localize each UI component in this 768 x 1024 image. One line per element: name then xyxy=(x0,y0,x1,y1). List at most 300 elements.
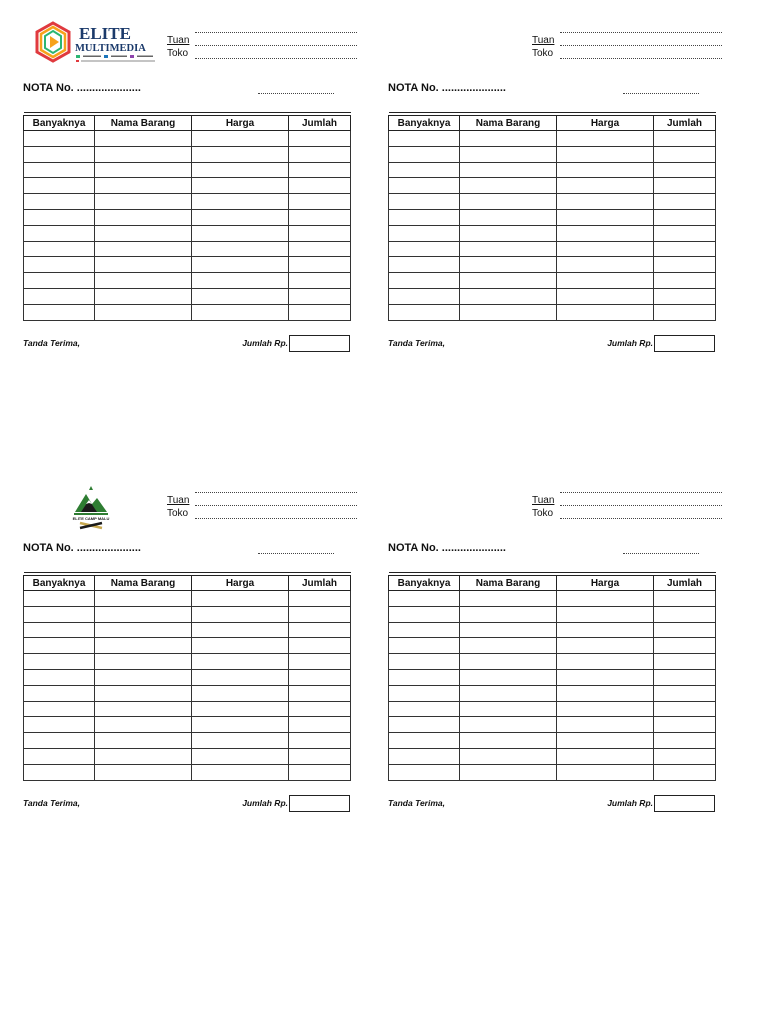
table-row xyxy=(389,304,716,320)
nota-footer xyxy=(388,335,715,351)
nota-form-3 xyxy=(21,480,351,808)
cell-banyaknya[interactable] xyxy=(389,701,460,717)
cell-jumlah[interactable] xyxy=(289,701,351,717)
nota-date-field[interactable] xyxy=(258,93,334,94)
cell-harga[interactable] xyxy=(557,748,654,764)
cell-nama-barang[interactable] xyxy=(95,685,192,701)
cell-harga[interactable] xyxy=(557,194,654,210)
table-row xyxy=(24,591,351,607)
cell-jumlah[interactable] xyxy=(289,225,351,241)
cell-jumlah[interactable] xyxy=(289,591,351,607)
cell-nama-barang[interactable] xyxy=(95,131,192,147)
table-row xyxy=(24,764,351,780)
cell-harga[interactable] xyxy=(192,748,289,764)
cell-jumlah[interactable] xyxy=(654,162,716,178)
cell-nama-barang[interactable] xyxy=(460,669,557,685)
column-header-harga: Harga xyxy=(192,576,289,591)
cell-nama-barang[interactable] xyxy=(460,225,557,241)
cell-harga[interactable] xyxy=(557,685,654,701)
cell-harga[interactable] xyxy=(557,241,654,257)
cell-harga[interactable] xyxy=(192,654,289,670)
table-row xyxy=(24,162,351,178)
cell-jumlah[interactable] xyxy=(289,606,351,622)
cell-jumlah[interactable] xyxy=(654,304,716,320)
cell-jumlah[interactable] xyxy=(654,209,716,225)
cell-harga[interactable] xyxy=(192,194,289,210)
customer-fields xyxy=(532,20,722,59)
column-header-banyaknya: Banyaknya xyxy=(24,116,95,131)
cell-banyaknya[interactable] xyxy=(389,748,460,764)
cell-banyaknya[interactable] xyxy=(389,146,460,162)
cell-nama-barang[interactable] xyxy=(460,591,557,607)
cell-harga[interactable] xyxy=(192,146,289,162)
cell-banyaknya[interactable] xyxy=(389,209,460,225)
cell-harga[interactable] xyxy=(192,638,289,654)
nota-footer xyxy=(388,795,715,811)
cell-nama-barang[interactable] xyxy=(460,764,557,780)
table-row xyxy=(389,273,716,289)
cell-jumlah[interactable] xyxy=(289,622,351,638)
cell-harga[interactable] xyxy=(192,717,289,733)
cell-jumlah[interactable] xyxy=(654,178,716,194)
tanda-terima-label: Tanda Terima, xyxy=(388,798,445,808)
cell-banyaknya[interactable] xyxy=(24,733,95,749)
blank-field-line[interactable] xyxy=(195,24,357,33)
column-header-jumlah: Jumlah xyxy=(654,116,716,131)
cell-nama-barang[interactable] xyxy=(460,209,557,225)
cell-banyaknya[interactable] xyxy=(389,225,460,241)
table-row xyxy=(24,209,351,225)
total-amount-box[interactable] xyxy=(289,795,350,812)
table-row xyxy=(24,733,351,749)
table-row xyxy=(24,701,351,717)
cell-nama-barang[interactable] xyxy=(460,717,557,733)
cell-jumlah[interactable] xyxy=(289,685,351,701)
cell-jumlah[interactable] xyxy=(654,241,716,257)
cell-nama-barang[interactable] xyxy=(95,273,192,289)
tuan-label: Tuan xyxy=(167,35,190,46)
table-row xyxy=(389,638,716,654)
cell-nama-barang[interactable] xyxy=(460,304,557,320)
cell-harga[interactable] xyxy=(557,622,654,638)
cell-jumlah[interactable] xyxy=(289,733,351,749)
cell-harga[interactable] xyxy=(192,606,289,622)
items-table xyxy=(23,112,351,321)
cell-harga[interactable] xyxy=(557,638,654,654)
table-row xyxy=(389,225,716,241)
cell-nama-barang[interactable] xyxy=(95,225,192,241)
cell-jumlah[interactable] xyxy=(289,273,351,289)
tuan-label: Tuan xyxy=(167,495,190,506)
cell-banyaknya[interactable] xyxy=(24,273,95,289)
table-row xyxy=(24,748,351,764)
jumlah-rp-label: Jumlah Rp. xyxy=(607,798,653,808)
cell-banyaknya[interactable] xyxy=(24,638,95,654)
cell-harga[interactable] xyxy=(192,273,289,289)
cell-harga[interactable] xyxy=(557,131,654,147)
cell-jumlah[interactable] xyxy=(654,606,716,622)
cell-harga[interactable] xyxy=(192,288,289,304)
cell-nama-barang[interactable] xyxy=(460,606,557,622)
toko-field[interactable] xyxy=(195,50,357,59)
cell-harga[interactable] xyxy=(192,304,289,320)
table-row xyxy=(389,717,716,733)
table-row xyxy=(24,685,351,701)
cell-nama-barang[interactable] xyxy=(460,131,557,147)
cell-nama-barang[interactable] xyxy=(95,162,192,178)
cell-nama-barang[interactable] xyxy=(460,638,557,654)
jumlah-rp-label: Jumlah Rp. xyxy=(242,338,288,348)
cell-banyaknya[interactable] xyxy=(24,591,95,607)
cell-banyaknya[interactable] xyxy=(24,685,95,701)
cell-harga[interactable] xyxy=(557,591,654,607)
cell-nama-barang[interactable] xyxy=(95,764,192,780)
cell-harga[interactable] xyxy=(192,701,289,717)
cell-banyaknya[interactable] xyxy=(389,733,460,749)
cell-harga[interactable] xyxy=(557,764,654,780)
cell-banyaknya[interactable] xyxy=(24,717,95,733)
cell-nama-barang[interactable] xyxy=(95,654,192,670)
cell-nama-barang[interactable] xyxy=(95,209,192,225)
cell-harga[interactable] xyxy=(557,654,654,670)
cell-jumlah[interactable] xyxy=(289,257,351,273)
cell-jumlah[interactable] xyxy=(289,288,351,304)
cell-jumlah[interactable] xyxy=(654,654,716,670)
cell-banyaknya[interactable] xyxy=(24,288,95,304)
cell-jumlah[interactable] xyxy=(289,748,351,764)
toko-label: Toko xyxy=(167,508,189,519)
cell-banyaknya[interactable] xyxy=(389,606,460,622)
cell-nama-barang[interactable] xyxy=(460,257,557,273)
nota-date-field[interactable] xyxy=(623,93,699,94)
cell-banyaknya[interactable] xyxy=(24,225,95,241)
cell-harga[interactable] xyxy=(192,162,289,178)
column-header-harga: Harga xyxy=(557,116,654,131)
cell-banyaknya[interactable] xyxy=(24,194,95,210)
table-row xyxy=(389,606,716,622)
tuan-field[interactable] xyxy=(195,497,357,506)
cell-jumlah[interactable] xyxy=(654,622,716,638)
toko-label: Toko xyxy=(167,48,189,59)
cell-harga[interactable] xyxy=(557,701,654,717)
table-row xyxy=(24,241,351,257)
nota-number-label: NOTA No. ..................... xyxy=(388,82,506,94)
cell-banyaknya[interactable] xyxy=(389,194,460,210)
cell-banyaknya[interactable] xyxy=(389,178,460,194)
items-table xyxy=(23,572,351,781)
cell-jumlah[interactable] xyxy=(289,764,351,780)
cell-jumlah[interactable] xyxy=(654,669,716,685)
cell-harga[interactable] xyxy=(192,225,289,241)
table-row xyxy=(389,209,716,225)
cell-harga[interactable] xyxy=(557,225,654,241)
table-row xyxy=(389,748,716,764)
table-row xyxy=(389,178,716,194)
tuan-field[interactable] xyxy=(560,37,722,46)
cell-nama-barang[interactable] xyxy=(95,622,192,638)
tanda-terima-label: Tanda Terima, xyxy=(23,338,80,348)
nota-form-4 xyxy=(386,480,716,808)
cell-nama-barang[interactable] xyxy=(460,194,557,210)
cell-jumlah[interactable] xyxy=(289,241,351,257)
cell-jumlah[interactable] xyxy=(289,178,351,194)
cell-banyaknya[interactable] xyxy=(24,701,95,717)
customer-fields xyxy=(167,480,357,519)
cell-harga[interactable] xyxy=(557,162,654,178)
cell-harga[interactable] xyxy=(557,178,654,194)
table-row xyxy=(24,194,351,210)
cell-jumlah[interactable] xyxy=(289,717,351,733)
cell-nama-barang[interactable] xyxy=(95,701,192,717)
cell-nama-barang[interactable] xyxy=(95,304,192,320)
cell-banyaknya[interactable] xyxy=(389,764,460,780)
toko-field[interactable] xyxy=(560,50,722,59)
table-row xyxy=(389,146,716,162)
table-row xyxy=(389,669,716,685)
cell-jumlah[interactable] xyxy=(654,194,716,210)
customer-fields xyxy=(167,20,357,59)
column-header-jumlah: Jumlah xyxy=(289,116,351,131)
cell-banyaknya[interactable] xyxy=(389,685,460,701)
cell-jumlah[interactable] xyxy=(289,194,351,210)
cell-banyaknya[interactable] xyxy=(24,669,95,685)
cell-banyaknya[interactable] xyxy=(389,654,460,670)
cell-jumlah[interactable] xyxy=(654,701,716,717)
column-header-nama-barang: Nama Barang xyxy=(95,576,192,591)
tuan-label: Tuan xyxy=(532,495,555,506)
cell-nama-barang[interactable] xyxy=(95,146,192,162)
column-header-harga: Harga xyxy=(557,576,654,591)
table-row xyxy=(24,257,351,273)
cell-jumlah[interactable] xyxy=(654,764,716,780)
nota-date-field[interactable] xyxy=(258,553,334,554)
cell-harga[interactable] xyxy=(192,178,289,194)
cell-banyaknya[interactable] xyxy=(389,162,460,178)
cell-jumlah[interactable] xyxy=(289,146,351,162)
cell-banyaknya[interactable] xyxy=(389,638,460,654)
table-row xyxy=(389,194,716,210)
cell-harga[interactable] xyxy=(192,257,289,273)
cell-jumlah[interactable] xyxy=(654,257,716,273)
cell-harga[interactable] xyxy=(557,669,654,685)
cell-banyaknya[interactable] xyxy=(24,209,95,225)
tanda-terima-label: Tanda Terima, xyxy=(388,338,445,348)
cell-harga[interactable] xyxy=(557,304,654,320)
cell-nama-barang[interactable] xyxy=(95,194,192,210)
svg-text:MULTIMEDIA: MULTIMEDIA xyxy=(75,43,146,54)
cell-banyaknya[interactable] xyxy=(24,654,95,670)
cell-jumlah[interactable] xyxy=(289,654,351,670)
svg-text:ELITE: ELITE xyxy=(79,24,131,43)
cell-nama-barang[interactable] xyxy=(95,241,192,257)
cell-banyaknya[interactable] xyxy=(24,622,95,638)
cell-nama-barang[interactable] xyxy=(95,748,192,764)
cell-harga[interactable] xyxy=(557,146,654,162)
cell-harga[interactable] xyxy=(192,669,289,685)
column-header-jumlah: Jumlah xyxy=(289,576,351,591)
cell-harga[interactable] xyxy=(192,685,289,701)
items-table xyxy=(388,112,716,321)
cell-nama-barang[interactable] xyxy=(460,748,557,764)
toko-label: Toko xyxy=(532,48,554,59)
cell-jumlah[interactable] xyxy=(289,209,351,225)
cell-banyaknya[interactable] xyxy=(24,131,95,147)
cell-banyaknya[interactable] xyxy=(24,257,95,273)
cell-banyaknya[interactable] xyxy=(389,241,460,257)
tuan-field[interactable] xyxy=(560,497,722,506)
cell-nama-barang[interactable] xyxy=(95,669,192,685)
cell-jumlah[interactable] xyxy=(654,131,716,147)
table-row xyxy=(24,654,351,670)
cell-jumlah[interactable] xyxy=(654,288,716,304)
cell-nama-barang[interactable] xyxy=(460,654,557,670)
cell-nama-barang[interactable] xyxy=(95,606,192,622)
cell-banyaknya[interactable] xyxy=(24,178,95,194)
cell-banyaknya[interactable] xyxy=(389,591,460,607)
nota-date-field[interactable] xyxy=(623,553,699,554)
cell-banyaknya[interactable] xyxy=(389,273,460,289)
cell-jumlah[interactable] xyxy=(289,162,351,178)
total-amount-box[interactable] xyxy=(654,335,715,352)
cell-harga[interactable] xyxy=(557,733,654,749)
cell-banyaknya[interactable] xyxy=(389,669,460,685)
cell-nama-barang[interactable] xyxy=(460,685,557,701)
cell-nama-barang[interactable] xyxy=(460,146,557,162)
cell-jumlah[interactable] xyxy=(654,717,716,733)
table-row xyxy=(24,669,351,685)
tuan-label: Tuan xyxy=(532,35,555,46)
cell-jumlah[interactable] xyxy=(654,591,716,607)
cell-jumlah[interactable] xyxy=(654,685,716,701)
table-row xyxy=(24,146,351,162)
cell-banyaknya[interactable] xyxy=(389,717,460,733)
table-row xyxy=(389,591,716,607)
table-row xyxy=(24,717,351,733)
cell-nama-barang[interactable] xyxy=(95,178,192,194)
cell-banyaknya[interactable] xyxy=(24,764,95,780)
column-header-nama-barang: Nama Barang xyxy=(95,116,192,131)
cell-harga[interactable] xyxy=(192,131,289,147)
total-amount-box[interactable] xyxy=(289,335,350,352)
cell-harga[interactable] xyxy=(192,209,289,225)
cell-harga[interactable] xyxy=(192,733,289,749)
cell-nama-barang[interactable] xyxy=(460,273,557,289)
cell-banyaknya[interactable] xyxy=(389,131,460,147)
cell-nama-barang[interactable] xyxy=(95,257,192,273)
cell-nama-barang[interactable] xyxy=(95,638,192,654)
cell-banyaknya[interactable] xyxy=(24,241,95,257)
column-header-harga: Harga xyxy=(192,116,289,131)
cell-banyaknya[interactable] xyxy=(24,748,95,764)
cell-harga[interactable] xyxy=(557,288,654,304)
cell-jumlah[interactable] xyxy=(654,733,716,749)
table-row xyxy=(24,225,351,241)
table-row xyxy=(24,273,351,289)
total-amount-box[interactable] xyxy=(654,795,715,812)
cell-jumlah[interactable] xyxy=(654,146,716,162)
cell-nama-barang[interactable] xyxy=(95,717,192,733)
cell-jumlah[interactable] xyxy=(289,304,351,320)
blank-field-line[interactable] xyxy=(195,484,357,493)
jumlah-rp-label: Jumlah Rp. xyxy=(242,798,288,808)
blank-field-line[interactable] xyxy=(560,484,722,493)
tanda-terima-label: Tanda Terima, xyxy=(23,798,80,808)
toko-label: Toko xyxy=(532,508,554,519)
cell-jumlah[interactable] xyxy=(654,748,716,764)
cell-jumlah[interactable] xyxy=(654,273,716,289)
nota-footer xyxy=(23,335,350,351)
nota-number-label: NOTA No. ..................... xyxy=(23,82,141,94)
cell-banyaknya[interactable] xyxy=(389,622,460,638)
nota-form-1 xyxy=(21,20,351,348)
cell-nama-barang[interactable] xyxy=(460,622,557,638)
table-row xyxy=(24,606,351,622)
items-table xyxy=(388,572,716,781)
cell-harga[interactable] xyxy=(192,241,289,257)
table-row xyxy=(389,622,716,638)
column-header-banyaknya: Banyaknya xyxy=(389,576,460,591)
cell-harga[interactable] xyxy=(192,764,289,780)
cell-banyaknya[interactable] xyxy=(24,162,95,178)
blank-field-line[interactable] xyxy=(560,24,722,33)
cell-harga[interactable] xyxy=(557,606,654,622)
table-row xyxy=(389,241,716,257)
cell-nama-barang[interactable] xyxy=(460,701,557,717)
camp-logo xyxy=(69,482,113,532)
table-row xyxy=(24,131,351,147)
cell-nama-barang[interactable] xyxy=(460,733,557,749)
cell-nama-barang[interactable] xyxy=(460,178,557,194)
cell-harga[interactable] xyxy=(192,591,289,607)
table-row xyxy=(389,131,716,147)
cell-banyaknya[interactable] xyxy=(389,288,460,304)
cell-jumlah[interactable] xyxy=(654,225,716,241)
table-row xyxy=(389,764,716,780)
cell-jumlah[interactable] xyxy=(289,638,351,654)
cell-jumlah[interactable] xyxy=(289,131,351,147)
cell-harga[interactable] xyxy=(557,717,654,733)
cell-harga[interactable] xyxy=(557,257,654,273)
cell-jumlah[interactable] xyxy=(654,638,716,654)
cell-banyaknya[interactable] xyxy=(389,257,460,273)
toko-field[interactable] xyxy=(195,510,357,519)
column-header-banyaknya: Banyaknya xyxy=(24,576,95,591)
cell-nama-barang[interactable] xyxy=(95,733,192,749)
table-row xyxy=(24,178,351,194)
nota-number-label: NOTA No. ..................... xyxy=(388,542,506,554)
svg-text:ELITE CAMP MALU: ELITE CAMP MALU xyxy=(72,516,110,521)
cell-harga[interactable] xyxy=(192,622,289,638)
cell-banyaknya[interactable] xyxy=(24,304,95,320)
cell-nama-barang[interactable] xyxy=(460,162,557,178)
table-row xyxy=(389,685,716,701)
cell-banyaknya[interactable] xyxy=(24,146,95,162)
tuan-field[interactable] xyxy=(195,37,357,46)
cell-harga[interactable] xyxy=(557,273,654,289)
cell-nama-barang[interactable] xyxy=(460,241,557,257)
table-row xyxy=(389,654,716,670)
cell-harga[interactable] xyxy=(557,209,654,225)
nota-number-label: NOTA No. ..................... xyxy=(23,542,141,554)
elite-multimedia-logo xyxy=(31,20,161,70)
cell-banyaknya[interactable] xyxy=(24,606,95,622)
cell-nama-barang[interactable] xyxy=(95,591,192,607)
toko-field[interactable] xyxy=(560,510,722,519)
cell-jumlah[interactable] xyxy=(289,669,351,685)
cell-banyaknya[interactable] xyxy=(389,304,460,320)
cell-nama-barang[interactable] xyxy=(95,288,192,304)
cell-nama-barang[interactable] xyxy=(460,288,557,304)
